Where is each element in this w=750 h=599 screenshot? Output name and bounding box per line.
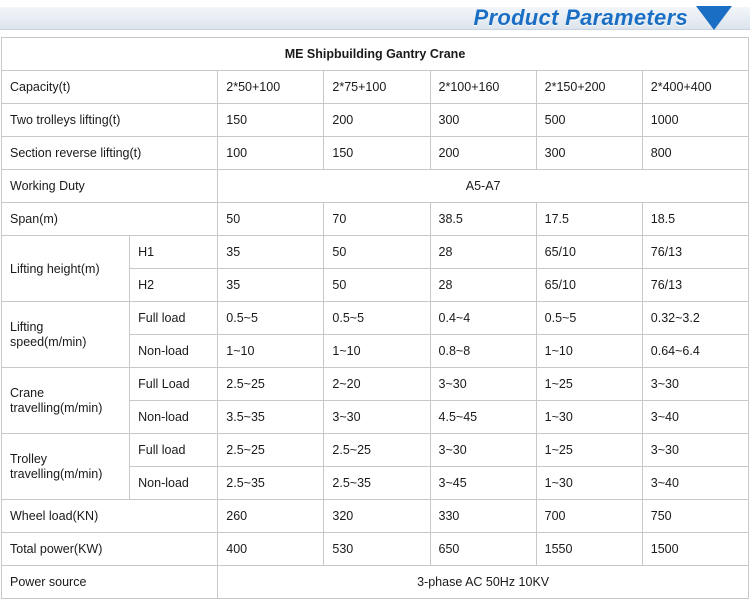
row-value: 3~30	[324, 401, 430, 434]
row-value: 1~30	[536, 401, 642, 434]
row-value: 3~30	[430, 368, 536, 401]
row-value: 3~30	[430, 434, 536, 467]
row-value: 700	[536, 500, 642, 533]
row-value: 0.5~5	[218, 302, 324, 335]
row-value: 17.5	[536, 203, 642, 236]
row-value: 65/10	[536, 236, 642, 269]
row-value: 0.5~5	[324, 302, 430, 335]
row-sublabel: Full load	[130, 302, 218, 335]
parameters-table	[1, 37, 749, 599]
row-label: Power source	[2, 566, 218, 599]
row-value: 70	[324, 203, 430, 236]
row-value: 1~10	[218, 335, 324, 368]
row-value: 4.5~45	[430, 401, 536, 434]
page-header-banner	[0, 0, 750, 37]
row-value: 2*75+100	[324, 71, 430, 104]
row-value: 0.5~5	[536, 302, 642, 335]
row-sublabel: H2	[130, 269, 218, 302]
row-label: Crane travelling(m/min)	[2, 368, 130, 434]
row-value: 0.4~4	[430, 302, 536, 335]
row-value: 50	[324, 236, 430, 269]
row-label: Trolley travelling(m/min)	[2, 434, 130, 500]
row-value: 28	[430, 269, 536, 302]
row-label: Lifting speed(m/min)	[2, 302, 130, 368]
table-row	[2, 434, 749, 467]
row-value: 1~10	[536, 335, 642, 368]
row-value: 38.5	[430, 203, 536, 236]
table-row	[2, 500, 749, 533]
row-value: 2.5~25	[324, 434, 430, 467]
table-title: ME Shipbuilding Gantry Crane	[2, 38, 749, 71]
row-sublabel: Full load	[130, 434, 218, 467]
row-value: 320	[324, 500, 430, 533]
row-value-span: 3-phase AC 50Hz 10KV	[218, 566, 749, 599]
row-value: 2.5~35	[324, 467, 430, 500]
row-value: 50	[324, 269, 430, 302]
row-value: 76/13	[642, 236, 748, 269]
row-value: 330	[430, 500, 536, 533]
parameters-table-container	[0, 37, 750, 599]
row-value: 2.5~25	[218, 434, 324, 467]
row-value: 0.32~3.2	[642, 302, 748, 335]
row-value: 2~20	[324, 368, 430, 401]
row-value: 3.5~35	[218, 401, 324, 434]
row-sublabel: Non-load	[130, 401, 218, 434]
table-row	[2, 170, 749, 203]
row-value: 650	[430, 533, 536, 566]
row-label: Total power(KW)	[2, 533, 218, 566]
row-label: Two trolleys lifting(t)	[2, 104, 218, 137]
row-label: Capacity(t)	[2, 71, 218, 104]
row-value: 2*400+400	[642, 71, 748, 104]
row-label: Span(m)	[2, 203, 218, 236]
row-value: 1~10	[324, 335, 430, 368]
row-value: 2.5~25	[218, 368, 324, 401]
table-row	[2, 566, 749, 599]
table-row	[2, 368, 749, 401]
row-sublabel: Non-load	[130, 467, 218, 500]
table-row	[2, 236, 749, 269]
row-value: 3~40	[642, 401, 748, 434]
row-value: 3~30	[642, 434, 748, 467]
row-sublabel: H1	[130, 236, 218, 269]
row-value: 150	[218, 104, 324, 137]
row-value: 260	[218, 500, 324, 533]
row-value: 1000	[642, 104, 748, 137]
row-value: 200	[430, 137, 536, 170]
row-value: 65/10	[536, 269, 642, 302]
row-value: 3~30	[642, 368, 748, 401]
row-value: 2.5~35	[218, 467, 324, 500]
table-row	[2, 203, 749, 236]
row-value: 1~30	[536, 467, 642, 500]
row-value: 530	[324, 533, 430, 566]
table-row	[2, 104, 749, 137]
row-value: 2*150+200	[536, 71, 642, 104]
row-value: 35	[218, 269, 324, 302]
row-value: 300	[536, 137, 642, 170]
row-value: 35	[218, 236, 324, 269]
row-value: 1550	[536, 533, 642, 566]
row-value: 2*50+100	[218, 71, 324, 104]
table-row	[2, 71, 749, 104]
row-value: 400	[218, 533, 324, 566]
row-value: 300	[430, 104, 536, 137]
row-value: 800	[642, 137, 748, 170]
row-sublabel: Non-load	[130, 335, 218, 368]
row-value: 150	[324, 137, 430, 170]
row-label: Section reverse lifting(t)	[2, 137, 218, 170]
row-value: 1~25	[536, 368, 642, 401]
row-value: 500	[536, 104, 642, 137]
row-value: 1~25	[536, 434, 642, 467]
table-row	[2, 533, 749, 566]
row-sublabel: Full Load	[130, 368, 218, 401]
table-row	[2, 137, 749, 170]
row-label: Wheel load(KN)	[2, 500, 218, 533]
row-value: 750	[642, 500, 748, 533]
row-value: 1500	[642, 533, 748, 566]
row-value: 28	[430, 236, 536, 269]
row-value: 2*100+160	[430, 71, 536, 104]
row-value: 100	[218, 137, 324, 170]
row-value: 50	[218, 203, 324, 236]
row-value: 0.8~8	[430, 335, 536, 368]
table-row	[2, 302, 749, 335]
row-value: 18.5	[642, 203, 748, 236]
table-title-row	[2, 38, 749, 71]
row-value: 76/13	[642, 269, 748, 302]
row-value: 200	[324, 104, 430, 137]
triangle-right-icon	[696, 6, 732, 30]
row-value: 3~40	[642, 467, 748, 500]
row-value-span: A5-A7	[218, 170, 749, 203]
row-label: Working Duty	[2, 170, 218, 203]
row-label: Lifting height(m)	[2, 236, 130, 302]
page-title: Product Parameters	[473, 5, 688, 30]
row-value: 0.64~6.4	[642, 335, 748, 368]
row-value: 3~45	[430, 467, 536, 500]
